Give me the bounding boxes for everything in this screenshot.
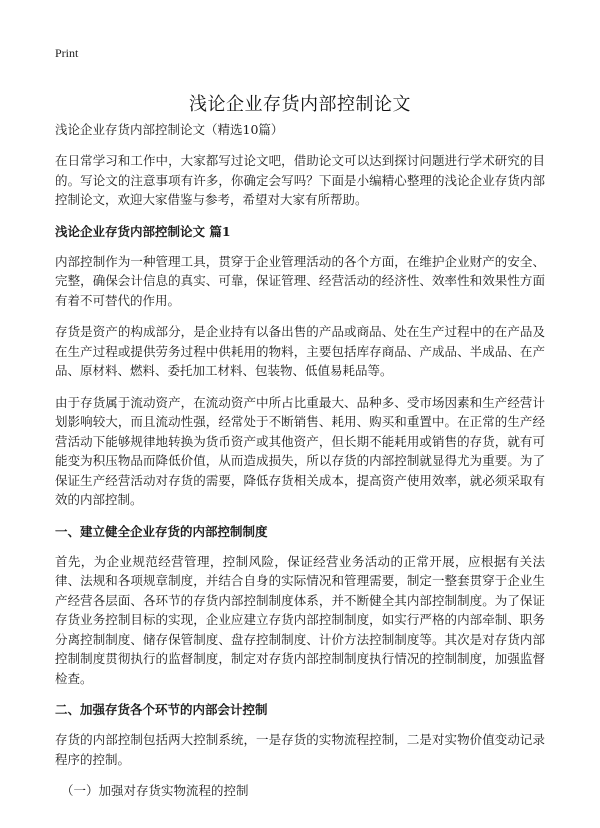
section-heading-internal-control-system: 一、建立健全企业存货的内部控制制度 [55,523,268,539]
paragraph: 存货是资产的构成部分，是企业持有以备出售的产品或商品、处在生产过程中的在产品及在生产过程或提供劳务过程中供耗用的物料，主要包括库存商品、产成品、半成品、在产品、原材料、燃料、委托加工材料、包装物、低值易耗品等。 [55,324,545,378]
section-heading-accounting-control: 二、加强存货各个环节的内部会计控制 [55,702,268,717]
intro-paragraph: 在日常学习和工作中，大家都写过论文吧，借助论文可以达到探讨问题进行学术研究的目的。写论文的注意事项有许多，你确定会写吗？下面是小编精心整理的浅论企业存货内部控制论文，欢迎大家借鉴与参考，希望对大家有所帮助。 [55,153,545,207]
document-body [55,120,545,800]
paragraph: 存货的内部控制包括两大控制系统，一是存货的实物流程控制，二是对实物价值变动记录程序的控制。 [55,732,545,767]
paragraph: 由于存货属于流动资产，在流动资产中所占比重最大、品种多、受市场因素和生产经营计划影响较大，而且流动性强，经常处于不断销售、耗用、购买和重置中。在正常的生产经营活动下能够规律地转换为货币资产或其他资产，但长期不能耗用或销售的存货，就有可能变为积压物品而降低价值，从而造成损失，所以存货的内部控制就显得尤为重要。为了保证生产经营活动对存货的需要，降低存货相关成本，提高资产使用效率，就必须采取有效的内部控制。 [55,394,545,507]
paragraph: 内部控制作为一种管理工具，贯穿于企业管理活动的各个方面，在维护企业财产的安全、完整，确保会计信息的真实、可靠，保证管理、经营活动的经济性、效率性和效果性方面有着不可替代的作用。 [55,253,545,308]
document-title: 浅论企业存货内部控制论文 [189,94,411,116]
sub-heading-physical-flow-control: （一）加强对存货实物流程的控制 [61,783,249,798]
paragraph: 首先，为企业规范经营管理，控制风险，保证经营业务活动的正常开展，应根据有关法律、法规和各项规章制度，并结合自身的实际情况和管理需要，制定一整套贯穿于企业生产经营各层面、各环节的存货内部控制制度体系，并不断健全其内部控制制度。为了保证存货业务控制目标的实现，企业应建立存货内部控制制度，如实行严格的内部牵制、职务分离控制制度、储存保管制度、盘存控制制度、计价方法控制制度等。其次是对存货内部控制制度贯彻执行的监督制度，制定对存货内部控制制度执行情况的控制制度，加强监督检查。 [55,553,545,686]
document-subtitle: 浅论企业存货内部控制论文（精选10篇） [55,122,284,137]
print-link[interactable]: Print [55,46,79,60]
section-heading-article-1: 浅论企业存货内部控制论文 篇1 [55,223,231,239]
